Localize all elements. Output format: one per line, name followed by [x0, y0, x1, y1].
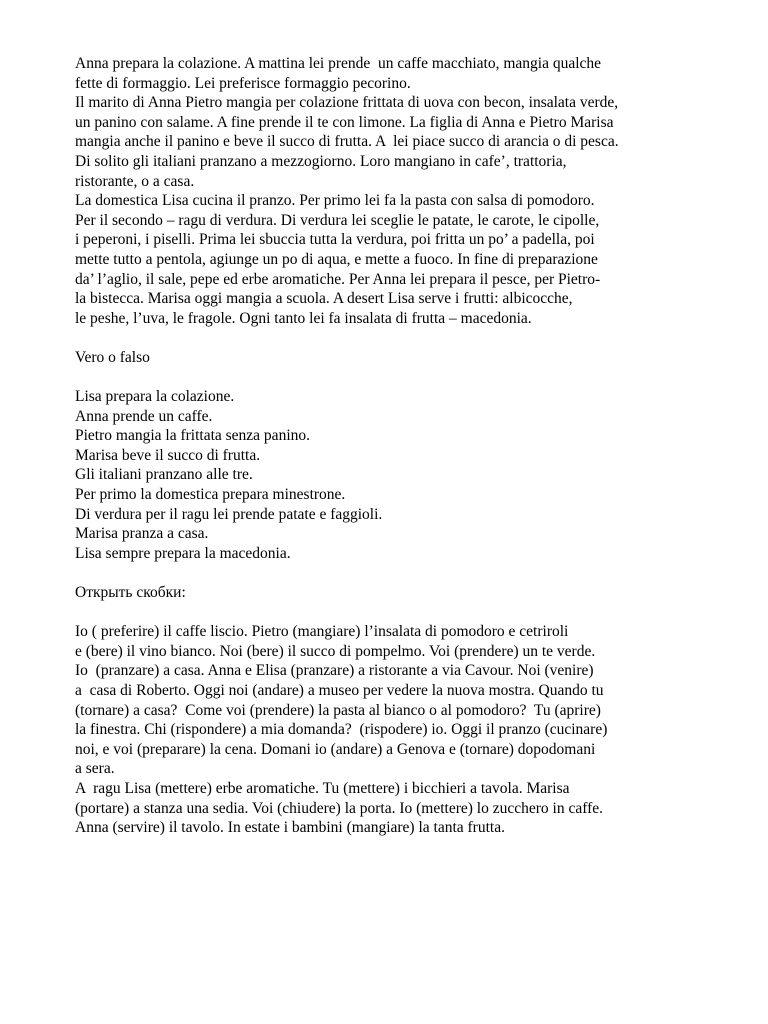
passage-line: la bistecca. Marisa oggi mangia a scuola. A desert Lisa serve i frutti: albicocche, — [75, 290, 573, 308]
statement-item: Marisa beve il succo di frutta. — [75, 446, 261, 464]
exercise-line: A ragu Lisa (mettere) erbe aromatiche. Tu (mettere) i bicchieri a tavola. Marisa — [75, 779, 570, 797]
statement-item: Lisa sempre prepara la macedonia. — [75, 544, 291, 562]
statement-item: Marisa pranza a casa. — [75, 525, 209, 543]
reading-passage — [75, 54, 735, 328]
passage-line: La domestica Lisa cucina il pranzo. Per primo lei fa la pasta con salsa di pomodoro. — [75, 192, 595, 210]
exercise-line: a casa di Roberto. Oggi noi (andare) a museo per vedere la nuova mostra. Quando tu — [75, 682, 604, 699]
statement-item: Lisa prepara la colazione. — [75, 388, 235, 406]
section-heading: Vero o falso — [75, 348, 150, 366]
exercise-line: (portare) a stanza una sedia. Voi (chiudere) la porta. Io (mettere) lo zucchero in caffe. — [75, 799, 604, 817]
statement-item: Gli italiani pranzano alle tre. — [75, 466, 253, 484]
exercise-line: Io ( preferire) il caffe liscio. Pietro (mangiare) l’insalata di pomodoro e cetriroli — [75, 623, 569, 641]
exercise-line: (tornare) a casa? Come voi (prendere) la pasta al bianco o al pomodoro? Tu (aprire) — [75, 701, 601, 719]
exercise-line: Anna (servire) il tavolo. In estate i bambini (mangiare) la tanta frutta. — [75, 819, 505, 837]
passage-line: Il marito di Anna Pietro mangia per colazione frittata di uova con becon, insalata verde, — [75, 94, 619, 112]
exercise-line: a sera. — [75, 760, 115, 778]
document-page — [75, 54, 735, 838]
statement-item: Di verdura per il ragu lei prende patate e faggioli. — [75, 505, 383, 523]
passage-line: le peshe, l’uva, le fragole. Ogni tanto lei fa insalata di frutta – macedonia. — [75, 309, 532, 327]
statement-item: Per primo la domestica prepara minestrone. — [75, 486, 346, 504]
spacer — [75, 563, 735, 583]
true-false-section — [75, 348, 735, 564]
exercise-line: la finestra. Chi (rispondere) a mia domanda? (rispodere) io. Oggi il pranzo (cucinare) — [75, 721, 608, 739]
passage-line: i peperoni, i piselli. Prima lei sbuccia tutta la verdura, poi fritta un po’ a padella, poi — [75, 231, 595, 249]
statement-item: Anna prende un caffe. — [75, 407, 213, 425]
passage-line: mette tutto a pentola, agiunge un po di aqua, e mette a fuoco. In fine di preparazione — [75, 250, 598, 268]
spacer — [75, 328, 735, 348]
passage-line: fette di formaggio. Lei preferisce formaggio pecorino. — [75, 74, 411, 92]
spacer — [75, 368, 735, 388]
passage-line: Di solito gli italiani pranzano a mezzogiorno. Loro mangiano in cafe’, trattoria, — [75, 152, 567, 170]
passage-line: Anna prepara la colazione. A mattina lei prende un caffe macchiato, mangia qualche — [75, 55, 602, 72]
passage-line: Per il secondo – ragu di verdura. Di verdura lei sceglie le patate, le carote, le cipolle, — [75, 211, 600, 229]
exercise-line: Io (pranzare) a casa. Anna e Elisa (pranzare) a ristorante a via Cavour. Noi (venire) — [75, 662, 594, 680]
spacer — [75, 603, 735, 623]
passage-line: da’ l’aglio, il sale, pepe ed erbe aromatiche. Per Anna lei prepara il pesce, per Pietro- — [75, 270, 601, 288]
passage-line: ristorante, o a casa. — [75, 172, 195, 190]
exercise-line: e (bere) il vino bianco. Noi (bere) il succo di pompelmo. Voi (prendere) un te verde. — [75, 642, 596, 660]
section-heading: Открыть скобки: — [75, 584, 186, 602]
passage-line: un panino con salame. A fine prende il te con limone. La figlia di Anna e Pietro Marisa — [75, 113, 614, 131]
exercise-section — [75, 583, 735, 838]
statement-item: Pietro mangia la frittata senza panino. — [75, 427, 310, 445]
exercise-line: noi, e voi (preparare) la cena. Domani io (andare) a Genova e (tornare) dopodomani — [75, 740, 596, 758]
passage-line: mangia anche il panino e beve il succo di frutta. A lei piace succo di arancia o di pesca. — [75, 133, 619, 151]
